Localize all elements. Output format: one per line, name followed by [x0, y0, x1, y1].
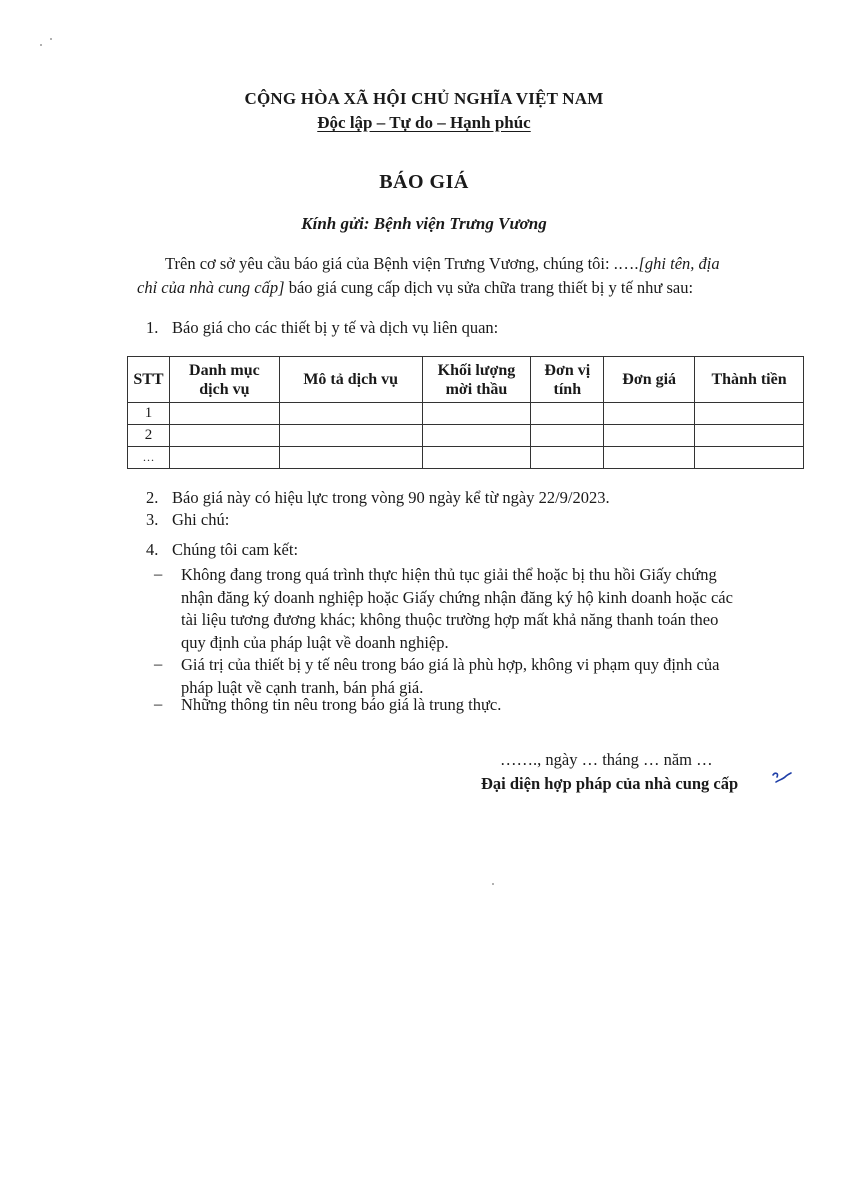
motto-text: Độc lập – Tự do – Hạnh phúc: [317, 113, 531, 132]
national-title: CỘNG HÒA XÃ HỘI CHỦ NGHĨA VIỆT NAM: [244, 89, 604, 108]
table-row: [128, 403, 804, 425]
commitment-line: pháp luật về cạnh tranh, bán phá giá.: [181, 677, 424, 697]
intro-text-2: báo giá cung cấp dịch vụ sửa chữa trang thiết bị y tế như sau:: [284, 278, 694, 297]
document-title: BÁO GIÁ: [379, 171, 469, 193]
header-total: Thành tiền: [695, 357, 804, 403]
list-item-4: [146, 540, 298, 560]
intro-text-1: Trên cơ sở yêu cầu báo giá của Bệnh viện Trưng Vương, chúng tôi: .….: [165, 254, 639, 273]
quote-table: [127, 356, 804, 469]
greeting-line: Kính gửi: Bệnh viện Trưng Vương: [301, 214, 547, 233]
list-text: Báo giá này có hiệu lực trong vòng 90 ngày kể từ ngày 22/9/2023.: [172, 488, 610, 507]
dash-marker: –: [154, 564, 163, 583]
dash-marker: –: [154, 694, 163, 713]
header-quantity: Khối lượng mời thầu: [422, 357, 531, 403]
commitment-item-2: [154, 654, 814, 699]
intro-italic-1: [ghi tên, địa: [638, 254, 720, 273]
intro-line-2: [137, 278, 817, 298]
list-number: 4.: [146, 540, 159, 559]
commitment-line: Không đang trong quá trình thực hiện thủ tục giải thể hoặc bị thu hồi Giấy chứng: [181, 565, 717, 584]
commitment-item-1: [154, 564, 814, 654]
commitment-line: Giá trị của thiết bị y tế nêu trong báo giá là phù hợp, không vi phạm quy định của: [181, 655, 720, 674]
list-item-1: [146, 318, 498, 338]
list-text: Ghi chú:: [172, 510, 230, 529]
commitment-item-3: [154, 694, 814, 717]
header-service-category: Danh mục dịch vụ: [169, 357, 279, 403]
list-number: 1.: [146, 318, 159, 337]
commitment-line: quy định của pháp luật về doanh nghiệp.: [181, 632, 449, 652]
dash-marker: –: [154, 654, 163, 673]
header-unit-price: Đơn giá: [604, 357, 695, 403]
table-row: [128, 447, 804, 469]
header-stt: STT: [128, 357, 170, 403]
table-row: [128, 425, 804, 447]
pen-mark-icon: [770, 768, 794, 792]
national-motto: [0, 113, 848, 133]
commitment-line: Những thông tin nêu trong báo giá là trung thực.: [181, 695, 502, 714]
scan-speck: [492, 883, 494, 885]
intro-line-1: [165, 254, 805, 274]
list-item-2: [146, 488, 610, 508]
row-stt: 1: [128, 403, 170, 425]
intro-italic-2: chỉ của nhà cung cấp]: [137, 278, 285, 297]
commitment-line: tài liệu tương đương khác; không thuộc trường hợp mất khả năng thanh toán theo: [181, 610, 719, 629]
row-stt: 2: [128, 425, 170, 447]
list-text: Báo giá cho các thiết bị y tế và dịch vụ liên quan:: [172, 318, 499, 337]
header-service-description: Mô tả dịch vụ: [279, 357, 422, 403]
scan-speck: [40, 44, 42, 46]
signature-representative: Đại diện hợp pháp của nhà cung cấp: [481, 774, 739, 793]
signature-dateline: ……., ngày … tháng … năm …: [500, 750, 713, 769]
list-text: Chúng tôi cam kết:: [172, 540, 299, 559]
header-unit: Đơn vị tính: [531, 357, 604, 403]
table-header-row: [128, 357, 804, 403]
list-number: 2.: [146, 488, 159, 507]
commitment-line: nhận đăng ký doanh nghiệp hoặc Giấy chứng nhận đăng ký hộ kinh doanh hoặc các: [181, 587, 733, 607]
list-item-3: [146, 510, 229, 530]
list-number: 3.: [146, 510, 159, 529]
row-stt: …: [128, 447, 170, 469]
scan-speck: [50, 38, 52, 40]
